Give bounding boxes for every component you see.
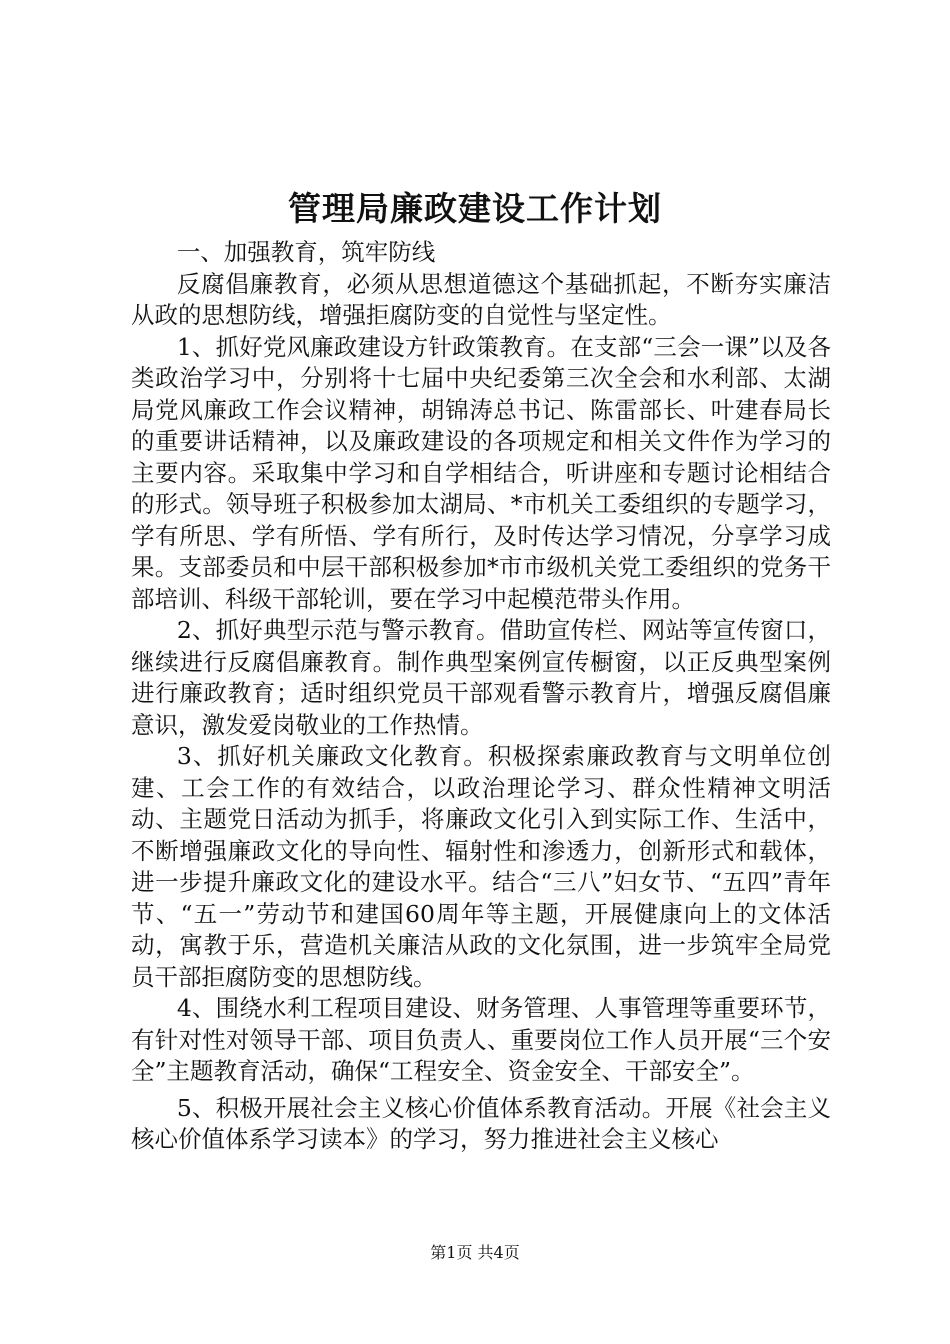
document-title: 管理局廉政建设工作计划 (288, 189, 662, 228)
page-number-footer: 第1页 共4页 (430, 1243, 520, 1262)
document-body (131, 237, 831, 1156)
body-paragraph: 反腐倡廉教育，必须从思想道德这个基础抓起，不断夯实廉洁从政的思想防线，增强拒腐防变的自觉性与坚定性。 (131, 269, 831, 329)
section-heading: 一、加强教育，筑牢防线 (176, 238, 436, 266)
body-paragraph: 3、抓好机关廉政文化教育。积极探索廉政教育与文明单位创建、工会工作的有效结合，以政治理论学习、群众性精神文明活动、主题党日活动为抓手，将廉政文化引入到实际工作、生活中，不断增强廉政文化的导向性、辐射性和渗透力，创新形式和载体，进一步提升廉政文化的建设水平。结合“三八”妇女节、“五四”青年节、“五一”劳动节和建国60周年等主题，开展健康向上的文体活动，寓教于乐，营造机关廉洁从政的文化氛围，进一步筑牢全局党员干部拒腐防变的思想防线。 (131, 742, 831, 991)
body-paragraph: 4、围绕水利工程项目建设、财务管理、人事管理等重要环节，有针对性对领导干部、项目负责人、重要岗位工作人员开展“三个安全”主题教育活动，确保“工程安全、资金安全、干部安全”。 (131, 994, 831, 1085)
body-paragraph: 1、抓好党风廉政建设方针政策教育。在支部“三会一课”以及各类政治学习中，分别将十七届中央纪委第三次全会和水利部、太湖局党风廉政工作会议精神，胡锦涛总书记、陈雷部长、叶建春局长的重要讲话精神，以及廉政建设的各项规定和相关文件作为学习的主要内容。采取集中学习和自学相结合，听讲座和专题讨论相结合的形式。领导班子积极参加太湖局、*市机关工委组织的专题学习，学有所思、学有所悟、学有所行，及时传达学习情况，分享学习成果。支部委员和中层干部积极参加*市市级机关党工委组织的党务干部培训、科级干部轮训，要在学习中起模范带头作用。 (131, 332, 831, 613)
body-paragraph: 2、抓好典型示范与警示教育。借助宣传栏、网站等宣传窗口，继续进行反腐倡廉教育。制作典型案例宣传橱窗，以正反典型案例进行廉政教育；适时组织党员干部观看警示教育片，增强反腐倡廉意识，激发爱岗敬业的工作热情。 (131, 616, 831, 739)
body-paragraph: 5、积极开展社会主义核心价值体系教育活动。开展《社会主义核心价值体系学习读本》的学习，努力推进社会主义核心 (131, 1093, 831, 1153)
